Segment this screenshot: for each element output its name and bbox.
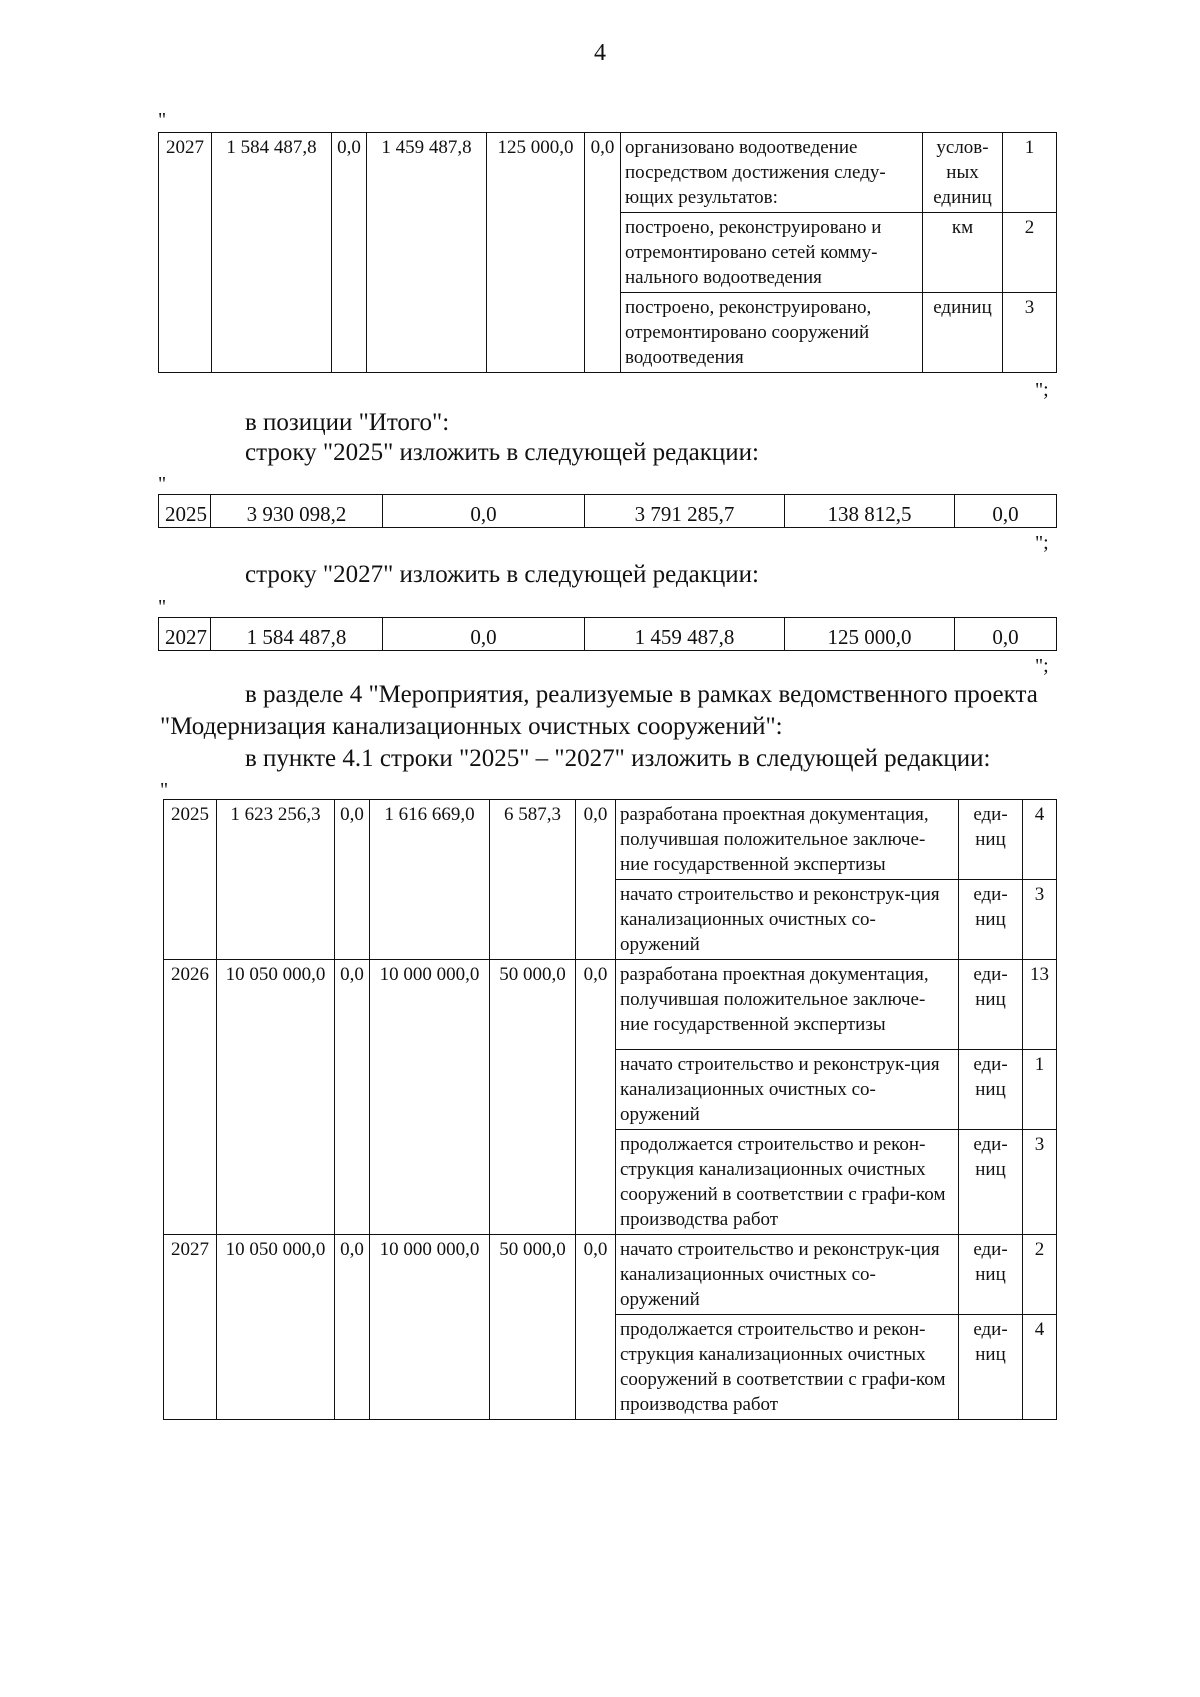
table-row [159, 133, 1057, 213]
table-row [164, 1235, 1057, 1315]
result-text: построено, реконструировано, отремонтировано сооружений водоотведения [621, 293, 923, 373]
paragraph-itogo: в позиции "Итого": [245, 409, 450, 436]
year-cell: 2025 [159, 495, 211, 528]
value-cell: 50 000,0 [490, 1235, 576, 1420]
value-cell: 6 587,3 [490, 800, 576, 960]
result-value: 1 [1003, 133, 1057, 213]
summary-row-2027 [158, 617, 1057, 651]
value-cell: 1 616 669,0 [370, 800, 490, 960]
result-value: 3 [1023, 880, 1057, 960]
result-text: разработана проектная документация, получившая положительное заключе-ние государственной экспертизы [616, 960, 959, 1050]
total-cell: 1 623 256,3 [217, 800, 335, 960]
result-text: продолжается строительство и рекон-струкция канализационных очистных сооружений в соответствии с графи-ком производства работ [616, 1315, 959, 1420]
table-row [159, 495, 1057, 528]
quote-open: " [158, 109, 167, 131]
total-cell: 1 584 487,8 [212, 133, 332, 373]
value-cell: 0,0 [585, 133, 621, 373]
result-unit: еди-ниц [959, 1050, 1023, 1130]
value-cell: 0,0 [383, 618, 585, 651]
result-value: 13 [1023, 960, 1057, 1050]
year-cell: 2027 [159, 618, 211, 651]
result-unit: еди-ниц [959, 880, 1023, 960]
value-cell: 1 459 487,8 [585, 618, 785, 651]
value-cell: 0,0 [383, 495, 585, 528]
result-text: организовано водоотведение посредством достижения следу-ющих результатов: [621, 133, 923, 213]
table-row [164, 800, 1057, 880]
value-cell: 0,0 [576, 800, 616, 960]
value-cell: 138 812,5 [785, 495, 955, 528]
total-cell: 10 050 000,0 [217, 960, 335, 1235]
value-cell: 125 000,0 [785, 618, 955, 651]
quote-close: "; [1035, 532, 1049, 554]
result-unit: еди-ниц [959, 800, 1023, 880]
result-text: разработана проектная документация, получившая положительное заключе-ние государственной экспертизы [616, 800, 959, 880]
table-4-1-results [163, 799, 1057, 1420]
result-value: 4 [1023, 800, 1057, 880]
result-unit: еди-ниц [959, 1315, 1023, 1420]
result-text: построено, реконструировано и отремонтировано сетей комму-нального водоотведения [621, 213, 923, 293]
table-row [164, 960, 1057, 1050]
paragraph-row-2025: строку "2025" изложить в следующей редакции: [245, 439, 759, 466]
result-text: начато строительство и реконструк-ция канализационных очистных со-оружений [616, 1235, 959, 1315]
result-value: 3 [1003, 293, 1057, 373]
paragraph-section-4-line1: в разделе 4 "Мероприятия, реализуемые в рамках ведомственного проекта [245, 681, 1038, 708]
value-cell: 0,0 [955, 618, 1057, 651]
quote-close: "; [1035, 379, 1049, 401]
quote-open: " [158, 473, 167, 495]
value-cell: 10 000 000,0 [370, 1235, 490, 1420]
result-text: продолжается строительство и рекон-струкция канализационных очистных сооружений в соответствии с графи-ком производства работ [616, 1130, 959, 1235]
table-row [159, 618, 1057, 651]
quote-open: " [160, 779, 169, 801]
value-cell: 0,0 [335, 960, 370, 1235]
year-cell: 2027 [159, 133, 212, 373]
value-cell: 0,0 [332, 133, 367, 373]
result-unit: услов-ных единиц [923, 133, 1003, 213]
value-cell: 50 000,0 [490, 960, 576, 1235]
paragraph-row-2027: строку "2027" изложить в следующей редакции: [245, 561, 759, 588]
year-cell: 2027 [164, 1235, 217, 1420]
total-cell: 10 050 000,0 [217, 1235, 335, 1420]
value-cell: 0,0 [335, 800, 370, 960]
result-unit: км [923, 213, 1003, 293]
year-cell: 2026 [164, 960, 217, 1235]
value-cell: 0,0 [955, 495, 1057, 528]
quote-close: "; [1035, 655, 1049, 677]
year-cell: 2025 [164, 800, 217, 960]
value-cell: 10 000 000,0 [370, 960, 490, 1235]
value-cell: 0,0 [576, 1235, 616, 1420]
value-cell: 3 930 098,2 [211, 495, 383, 528]
result-unit: еди-ниц [959, 960, 1023, 1050]
value-cell: 125 000,0 [487, 133, 585, 373]
result-value: 2 [1023, 1235, 1057, 1315]
result-unit: единиц [923, 293, 1003, 373]
paragraph-section-4-line2: "Модернизация канализационных очистных сооружений": [160, 713, 783, 740]
result-value: 3 [1023, 1130, 1057, 1235]
paragraph-point-4-1: в пункте 4.1 строки "2025" – "2027" изложить в следующей редакции: [245, 745, 991, 772]
value-cell: 0,0 [335, 1235, 370, 1420]
value-cell: 0,0 [576, 960, 616, 1235]
quote-open: " [158, 596, 167, 618]
page-number: 4 [594, 40, 606, 66]
value-cell: 1 584 487,8 [211, 618, 383, 651]
result-value: 1 [1023, 1050, 1057, 1130]
result-text: начато строительство и реконструк-ция канализационных очистных со-оружений [616, 880, 959, 960]
table-2027-results [158, 132, 1057, 373]
result-value: 2 [1003, 213, 1057, 293]
result-unit: еди-ниц [959, 1130, 1023, 1235]
value-cell: 3 791 285,7 [585, 495, 785, 528]
result-text: начато строительство и реконструк-ция канализационных очистных со-оружений [616, 1050, 959, 1130]
result-unit: еди-ниц [959, 1235, 1023, 1315]
value-cell: 1 459 487,8 [367, 133, 487, 373]
summary-row-2025 [158, 494, 1057, 528]
result-value: 4 [1023, 1315, 1057, 1420]
